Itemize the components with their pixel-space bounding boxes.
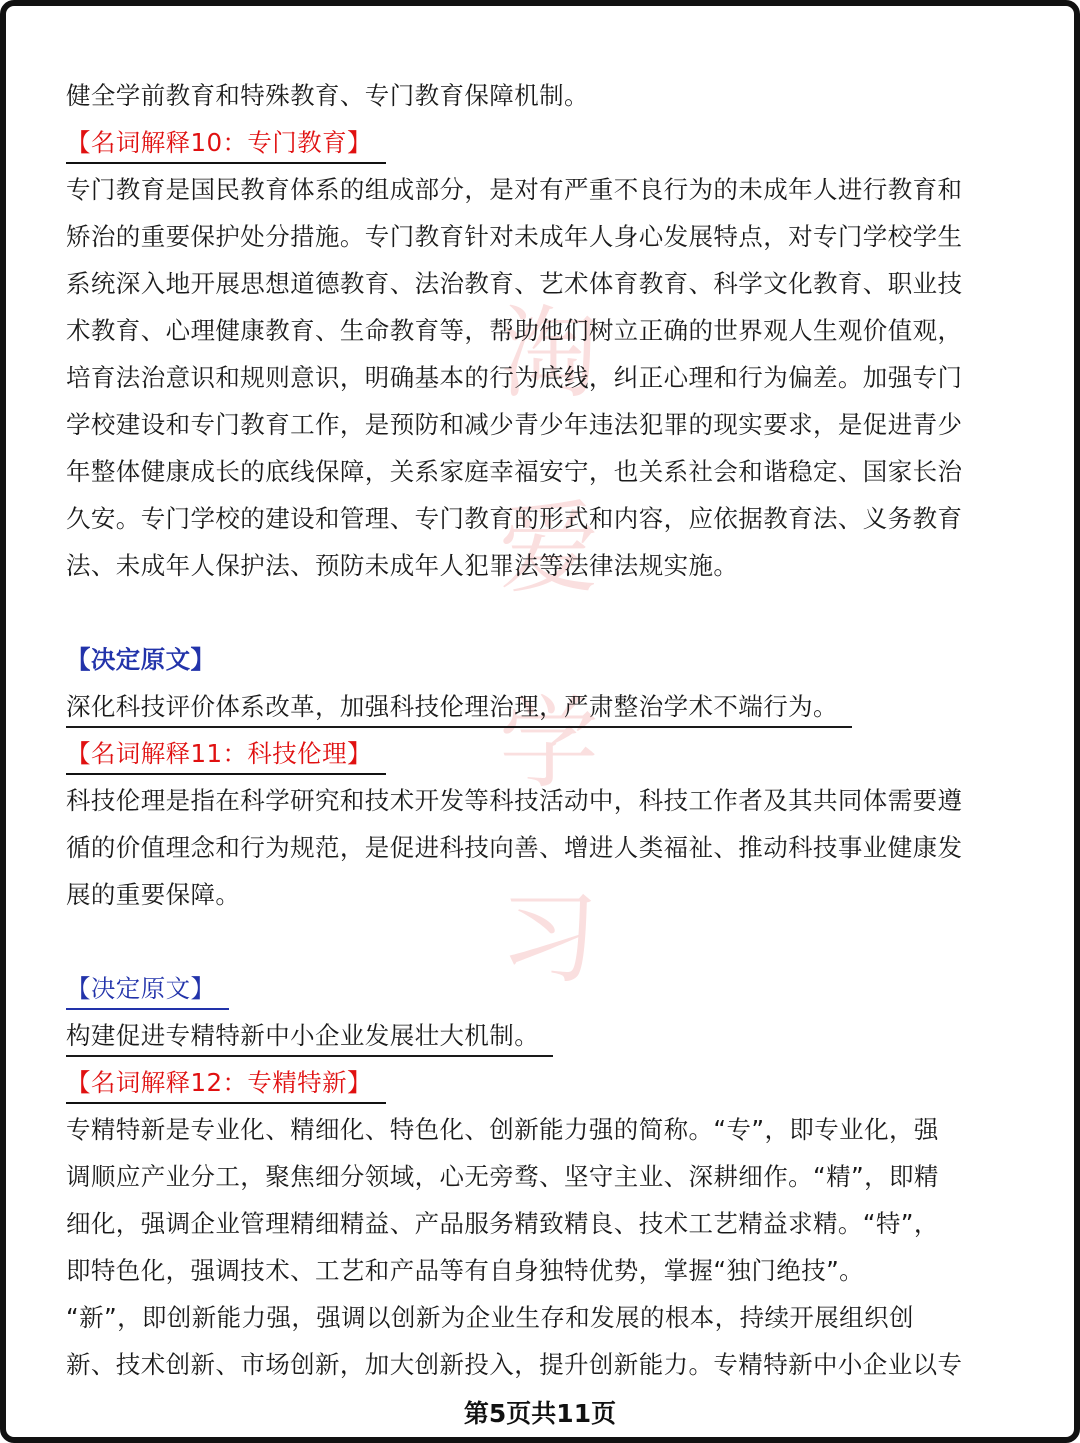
term-heading-10-text: 【名词解释10：专门教育】 [66,124,386,164]
text-line: 系统深入地开展思想道德教育、法治教育、艺术体育教育、科学文化教育、职业技 [66,269,963,298]
text-line: 学校建设和专门教育工作，是预防和减少青少年违法犯罪的现实要求，是促进青少 [66,410,963,439]
document-body [66,72,1016,1388]
text-line: 术教育、心理健康教育、生命教育等，帮助他们树立正确的世界观人生观价值观， [66,316,963,345]
term-heading-10 [66,119,1016,166]
term-heading-12-text: 【名词解释12：专精特新】 [66,1064,386,1104]
text-line: 久安。专门学校的建设和管理、专门教育的形式和内容，应依据教育法、义务教育 [66,504,963,533]
term-heading-11-text: 【名词解释11：科技伦理】 [66,735,386,775]
decision-text-1 [66,683,1016,730]
decision-text-2-content: 构建促进专精特新中小企业发展壮大机制。 [66,1017,553,1057]
text-line: 科技伦理是指在科学研究和技术开发等科技活动中，科技工作者及其共同体需要遵 [66,786,963,815]
term-heading-12 [66,1059,1016,1106]
text-line: 法、未成年人保护法、预防未成年人犯罪法等法律法规实施。 [66,551,739,580]
decision-heading-1: 【决定原文】 [66,645,216,674]
decision-heading-2-text: 【决定原文】 [66,970,229,1010]
decision-heading-2 [66,965,1016,1012]
text-line: “新”，即创新能力强，强调以创新为企业生存和发展的根本，持续开展组织创 [66,1303,914,1332]
watermark: 淘爱学习 [499,295,599,997]
text-line: 矫治的重要保护处分措施。专门教育针对未成年人身心发展特点，对专门学校学生 [66,222,963,251]
text-line: 细化，强调企业管理精细精益、产品服务精致精良、技术工艺精益求精。“特”， [66,1209,939,1238]
decision-text-1-content: 深化科技评价体系改革，加强科技伦理治理，严肃整治学术不端行为。 [66,688,852,728]
text-line: 年整体健康成长的底线保障，关系家庭幸福安宁，也关系社会和谐稳定、国家长治 [66,457,963,486]
text-line: 健全学前教育和特殊教育、专门教育保障机制。 [66,81,589,110]
text-line: 专门教育是国民教育体系的组成部分，是对有严重不良行为的未成年人进行教育和 [66,175,963,204]
text-line: 新、技术创新、市场创新，加大创新投入，提升创新能力。专精特新中小企业以专 [66,1350,963,1379]
text-line: 调顺应产业分工，聚焦细分领域，心无旁骛、坚守主业、深耕细作。“精”，即精 [66,1162,939,1191]
text-line: 循的价值理念和行为规范，是促进科技向善、增进人类福祉、推动科技事业健康发 [66,833,963,862]
text-line: 展的重要保障。 [66,880,241,909]
page-number: 第5页共11页 [463,1399,617,1428]
text-line: 专精特新是专业化、精细化、特色化、创新能力强的简称。“专”，即专业化，强 [66,1115,939,1144]
term-heading-11 [66,730,1016,777]
text-line: 即特色化，强调技术、工艺和产品等有自身独特优势，掌握“独门绝技”。 [66,1256,865,1285]
text-line: 培育法治意识和规则意识，明确基本的行为底线，纠正心理和行为偏差。加强专门 [66,363,963,392]
decision-text-2 [66,1012,1016,1059]
